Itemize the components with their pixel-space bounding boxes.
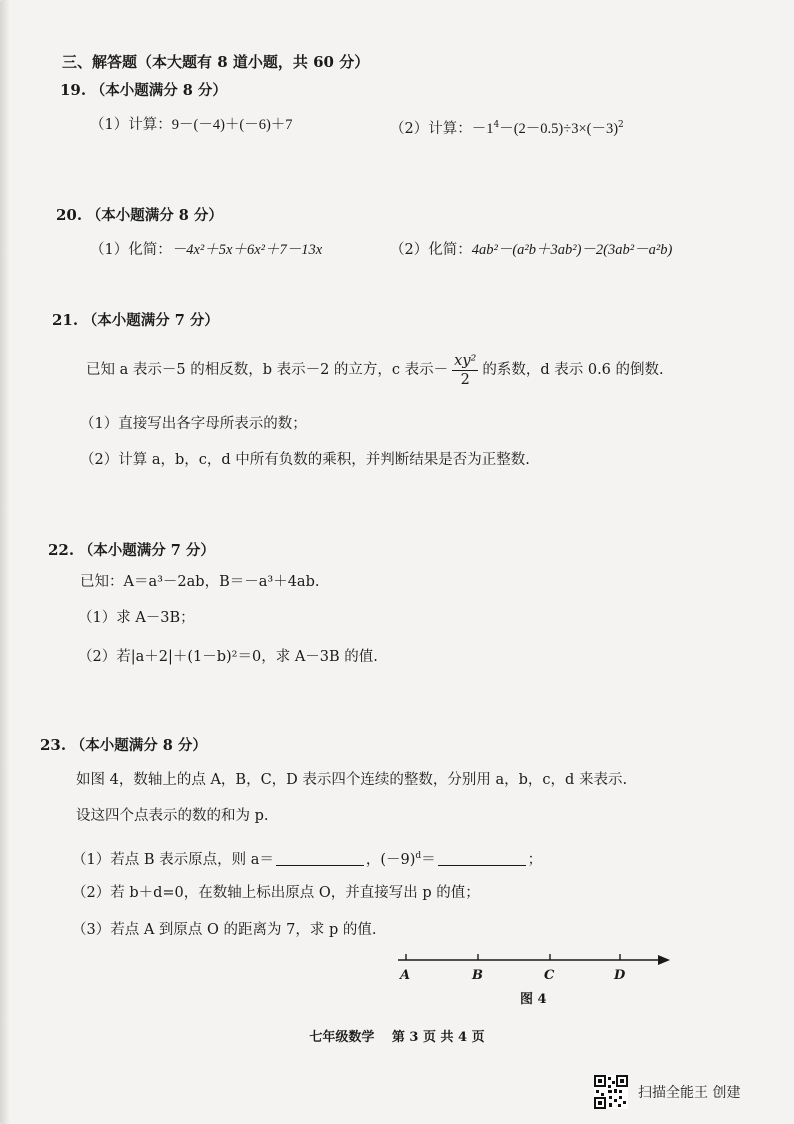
- page-footer: 七年级数学 第 3 页 共 4 页: [309, 1030, 485, 1045]
- q22-part2: （2）若|a＋2|＋(1－b)²＝0，求 A－3B 的值.: [78, 649, 378, 665]
- q23-stem2: 设这四个点表示的数的和为 p.: [76, 808, 269, 824]
- q19-part2-pre: －1: [471, 120, 494, 137]
- q21-frac-denominator: 2: [460, 371, 470, 388]
- q21-number: 21.: [52, 311, 79, 329]
- q23-header: [40, 735, 207, 756]
- q22-points: （本小题满分 7 分）: [78, 542, 215, 559]
- answer-blank-a[interactable]: [276, 851, 364, 866]
- q19-part2-exp2: 2: [618, 120, 624, 130]
- q21-header: [52, 310, 219, 331]
- q21-part2: （2）计算 a，b，c，d 中所有负数的乘积，并判断结果是否为正整数.: [80, 452, 530, 468]
- q21-stem-before: 已知 a 表示－5 的相反数，b 表示－2 的立方，c 表示－: [86, 362, 449, 378]
- answer-blank-b[interactable]: [438, 851, 526, 866]
- q23-points: （本小题满分 8 分）: [70, 737, 207, 754]
- q20-part2-expr: 4ab²－(a²b＋3ab²)－2(3ab²－a²b): [471, 242, 673, 258]
- q19-points: （本小题满分 8 分）: [90, 82, 227, 99]
- q23-stem1: 如图 4，数轴上的点 A，B，C，D 表示四个连续的整数，分别用 a，b，c，d 来表示.: [76, 772, 628, 788]
- q23-part2: （2）若 b＋d=0，在数轴上标出原点 O，并直接写出 p 的值；: [72, 885, 480, 901]
- axis-label-c: C: [544, 968, 555, 983]
- q19-part2-exp1: 4: [493, 120, 500, 130]
- axis-label-b: B: [472, 968, 483, 983]
- q21-frac-numerator: xy²: [454, 352, 477, 369]
- q23-part1-b: ，(－9): [365, 851, 416, 868]
- qr-code-icon: [594, 1075, 628, 1109]
- q21-points: （本小题满分 7 分）: [82, 312, 219, 329]
- q22-header: [48, 540, 215, 561]
- q23-part1-end: ；: [527, 851, 543, 868]
- figure-caption: 图 4: [520, 992, 547, 1007]
- scanner-brand: [594, 1074, 784, 1110]
- q23-part1-a: （1）若点 B 表示原点，则 a＝: [72, 851, 274, 868]
- q23-part1: [72, 846, 542, 870]
- q19-part2-label: （2）计算：: [390, 120, 472, 137]
- q23-part1-c: ＝: [421, 851, 436, 868]
- scan-shadow: [0, 0, 10, 1124]
- q19-part1-label: （1）计算：: [90, 117, 172, 133]
- number-line-arrow: [658, 955, 670, 965]
- q20-header: [56, 205, 223, 226]
- q19-part2: [390, 115, 624, 139]
- q20-part1: [90, 240, 322, 260]
- q22-stem: 已知：A＝a³－2ab，B＝－a³＋4ab.: [80, 574, 320, 590]
- q19-header: [60, 80, 227, 101]
- q21-stem: [86, 350, 664, 390]
- q23-part3: （3）若点 A 到原点 O 的距离为 7，求 p 的值.: [72, 922, 377, 938]
- brand-text: 扫描全能王 创建: [638, 1085, 741, 1101]
- q21-fraction: [452, 352, 478, 389]
- q21-part1: （1）直接写出各字母所表示的数；: [80, 416, 307, 432]
- q19-part1-expr: 9－(－4)＋(－6)＋7: [171, 117, 293, 133]
- q20-part2-label: （2）化简：: [390, 242, 472, 258]
- q22-part1: （1）求 A－3B；: [78, 610, 195, 626]
- axis-label-a: A: [400, 968, 411, 983]
- q20-part2: [390, 240, 672, 260]
- q22-number: 22.: [48, 541, 75, 559]
- q21-stem-after: 的系数，d 表示 0.6 的倒数.: [482, 362, 664, 378]
- q19-number: 19.: [60, 81, 87, 99]
- q20-part1-expr: －4x²＋5x＋6x²＋7－13x: [171, 242, 323, 258]
- q23-part1-exp: d: [415, 851, 422, 861]
- section-title: 三、解答题（本大题有 8 道小题，共 60 分）: [62, 53, 370, 71]
- q19-part1: [90, 115, 293, 135]
- q20-part1-label: （1）化简：: [90, 242, 172, 258]
- q23-number: 23.: [40, 736, 67, 754]
- q19-part2-mid: －(2－0.5)÷3×(－3): [499, 120, 619, 137]
- q20-points: （本小题满分 8 分）: [86, 207, 223, 224]
- axis-label-d: D: [614, 968, 626, 983]
- q20-number: 20.: [56, 206, 83, 224]
